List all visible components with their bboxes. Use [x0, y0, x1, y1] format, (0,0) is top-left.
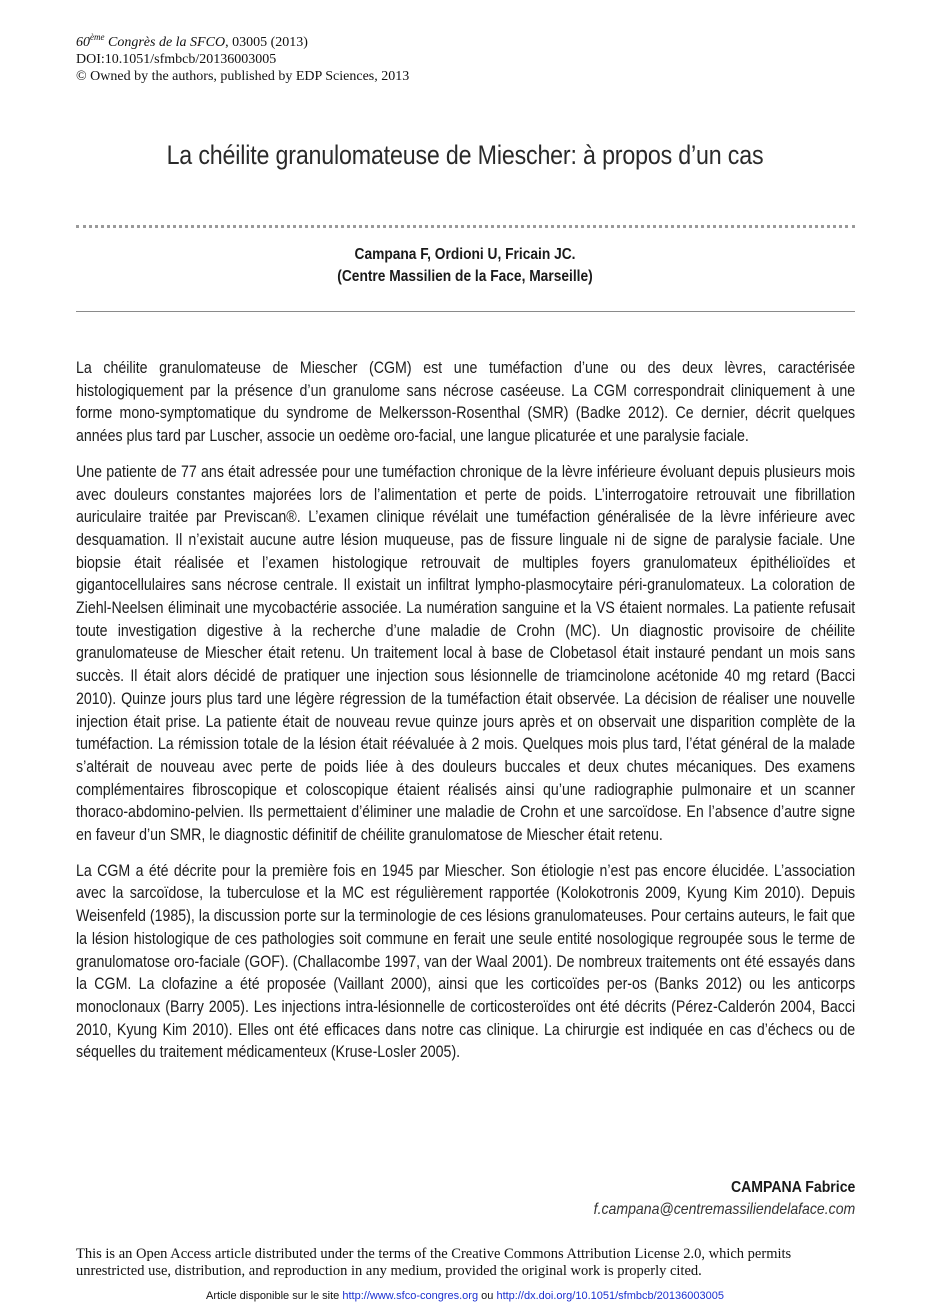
edition-sup: ème — [90, 32, 105, 42]
footer-prefix: Article disponible sur le site — [206, 1290, 343, 1302]
signature-name: CAMPANA Fabrice — [730, 1179, 855, 1196]
sfco-link[interactable]: http://www.sfco-congres.org — [342, 1290, 479, 1302]
edition-number: 60 — [76, 35, 90, 50]
license-line-1: This is an Open Access article distributed under the terms of the Creative Commons Attribution License 2.0, which permits — [76, 1246, 792, 1262]
author-names: Campana F, Ordioni U, Fricain JC. — [354, 246, 576, 263]
license-line-2: unrestricted use, distribution, and reproduction in any medium, provided the original work is properly cited. — [76, 1263, 702, 1279]
author-affiliation: (Centre Massilien de la Face, Marseille) — [337, 268, 593, 285]
body-text — [76, 357, 855, 1077]
solid-divider — [76, 311, 855, 312]
doi: DOI:10.1051/sfmbcb/20136003005 — [76, 52, 277, 67]
header — [76, 34, 409, 85]
congress-line — [76, 34, 409, 51]
footer — [0, 1290, 930, 1302]
copyright: © Owned by the authors, published by EDP Sciences, 2013 — [76, 69, 410, 84]
license-notice — [76, 1246, 866, 1280]
paragraph-discussion: La CGM a été décrite pour la première fois en 1945 par Miescher. Son étiologie n’est pas encore élucidée. L’association avec la sarcoïdose, la tuberculose et la MC est régulièrement rapportée (Kolokotronis 2009, Kyung Kim 2010). Depuis Weisenfeld (1985), la discussion porte sur la terminologie de ces lésions granulomateuses. Pour certains auteurs, le fait que la lésion histologique de ces pathologies soit commune en ferait une seule entité nosologique regroupée sous le terme de granulomatose oro-faciale (GOF). (Challacombe 1997, van der Waal 2001). De nombreux traitements ont été essayés dans la CGM. La clofazine a été proposée (Vaillant 2000), ainsi que les corticoïdes per-os (Banks 2012) ou les anticorps monoclonaux (Barry 2005). Les injections intra-lésionnelle de corticosteroïdes ont été décrits (Pérez-Calderón 2004, Bacci 2010, Kyung Kim 2010). Elles ont été efficaces dans notre cas clinique. La chirurgie est indiquée en cas d’échecs ou de séquelles du traitement médicamenteux (Kruse-Losler 2005). — [76, 861, 856, 1062]
paragraph-intro: La chéilite granulomateuse de Miescher (CGM) est une tuméfaction d’une ou des deux lèvres, caractérisée histologiquement par la présence d’un granulome sans nécrose caséeuse. La CGM correspondrait cliniquement à une forme mono-symptomatique du syndrome de Melkersson-Rosenthal (SMR) (Badke 2012). Ce dernier, décrit quelques années plus tard par Luscher, associe un oedème oro-facial, une langue plicaturée et une paralysie faciale. — [76, 359, 856, 446]
dotted-divider — [76, 225, 855, 228]
congress-name: Congrès de la SFCO — [104, 35, 226, 50]
congress-ref: , 03005 (2013) — [225, 35, 308, 50]
footer-middle: ou — [478, 1290, 497, 1302]
signature-email: f.campana@centremassiliendelaface.com — [593, 1201, 855, 1218]
authors-block — [65, 244, 865, 288]
doi-link[interactable]: http://dx.doi.org/10.1051/sfmbcb/20136003005 — [496, 1290, 724, 1302]
page-title: La chéilite granulomateuse de Miescher: à propos d’un cas — [166, 140, 764, 170]
paragraph-case: Une patiente de 77 ans était adressée pour une tuméfaction chronique de la lèvre inférieure évoluant depuis plusieurs mois avec douleurs constantes majorées lors de l’alimentation et perte de poids. L’interrogatoire retrouvait une fibrillation auriculaire traitée par Previscan®. L’examen clinique révélait une tuméfaction généralisée de la lèvre inférieure avec desquamation. Il n’existait aucune autre lésion muqueuse, pas de fissure linguale ni de signe de paralysie faciale. Une biopsie était réalisée et l’examen histologique retrouvait de multiples foyers granulomateux épithélioïdes et gigantocellulaires sans nécrose centrale. Il existait un infiltrat lympho-plasmocytaire péri-granulomateux. La coloration de Ziehl-Neelsen éliminait une mycobactérie associée. La numération sanguine et la VS étaient normales. La patiente refusait toute investigation digestive à la recherche d’une maladie de Crohn (MC). Un diagnostic provisoire de chéilite granulomateuse de Miescher était retenu. Un traitement local à base de Clobetasol était instauré pendant un mois sans succès. Il était alors décidé de pratiquer une injection sous lésionnelle de triamcinolone acétonide 40 mg retard (Bacci 2010). Quinze jours plus tard une légère régression de la tuméfaction était observée. La décision de réaliser une nouvelle injection était prise. La patiente était de nouveau revue quinze jours après et on observait une disparition complète de la tuméfaction. La rémission totale de la lésion était réévaluée à 2 mois. Quelques mois plus tard, l’état général de la malade s’altérait de nouveau avec perte de poids liée à des douleurs buccales et deux chutes mécaniques. Des examens complémentaires fibroscopique et coloscopique étaient réalisés ainsi qu’une radiographie pulmonaire et un scanner thoraco-abdomino-pelvien. Ils permettaient d’éliminer une maladie de Crohn et une sarcoïdose. En l’absence d’autre signe en faveur d’un SMR, le diagnostic définitif de chéilite granulomatose de Miescher était retenu. — [76, 462, 856, 845]
